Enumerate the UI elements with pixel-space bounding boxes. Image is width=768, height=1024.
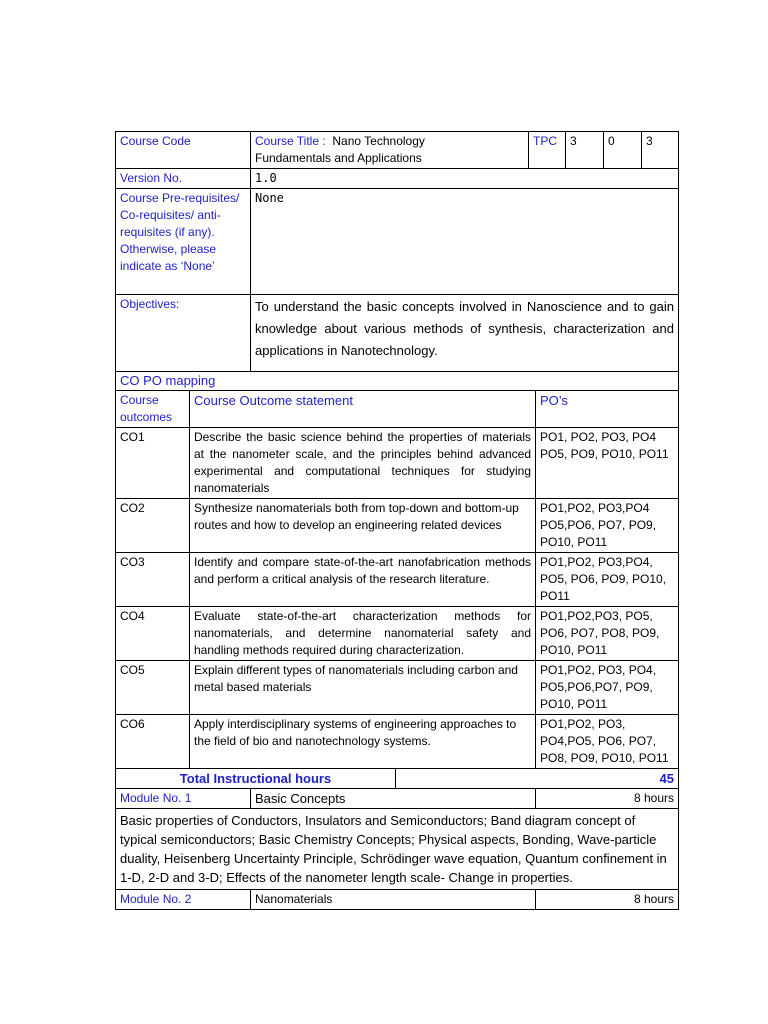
course-title-line1: Nano Technology — [332, 134, 425, 148]
copo-title: CO PO mapping — [116, 372, 679, 391]
co-pos: PO1,PO2, PO3, PO4,PO5, PO6, PO7, PO8, PO9, PO10, PO11 — [536, 715, 679, 769]
course-code-label: Course Code — [116, 132, 251, 169]
course-header-table — [115, 131, 679, 372]
objectives-text: To understand the basic concepts involved in Nanoscience and to gain knowledge about various methods of synthesis, characterization and applications in Nanotechnology. — [251, 295, 679, 372]
co-pos: PO1,PO2, PO3,PO4 PO5,PO6, PO7, PO9, PO10, PO11 — [536, 499, 679, 553]
course-title-cell — [251, 132, 529, 169]
co-label: CO1 — [116, 428, 190, 499]
total-hours-label: Total Instructional hours — [116, 769, 396, 789]
co-label: CO2 — [116, 499, 190, 553]
total-spacer — [396, 769, 536, 789]
total-hours-value: 45 — [536, 769, 679, 789]
module-2-name: Nanomaterials — [251, 890, 536, 910]
prerequisites-label: Course Pre-requisites/ Co-requisites/ anti-requisites (if any). Otherwise, please indicate as ‘None’ — [116, 189, 251, 295]
co-label: CO5 — [116, 661, 190, 715]
prerequisites-value: None — [251, 189, 679, 295]
co-pos: PO1,PO2,PO3, PO5, PO6, PO7, PO8, PO9, PO10, PO11 — [536, 607, 679, 661]
module-2-label: Module No. 2 — [116, 890, 251, 910]
copo-table — [115, 371, 679, 769]
course-title-label: Course Title : — [255, 134, 326, 148]
copo-row — [116, 553, 679, 607]
co-label: CO3 — [116, 553, 190, 607]
course-document — [115, 131, 678, 910]
copo-row — [116, 715, 679, 769]
module-1-name: Basic Concepts — [251, 789, 536, 809]
copo-row — [116, 661, 679, 715]
co-statement: Explain different types of nanomaterials including carbon and metal based materials — [190, 661, 536, 715]
version-label: Version No. — [116, 169, 251, 189]
co-pos: PO1,PO2, PO3, PO4, PO5,PO6,PO7, PO9, PO10, PO11 — [536, 661, 679, 715]
co-statement: Describe the basic science behind the properties of materials at the nanometer scale, and the principles behind advanced experimental and computational techniques for studying nanomaterials — [190, 428, 536, 499]
copo-row — [116, 428, 679, 499]
modules-table — [115, 768, 679, 910]
module-1-label: Module No. 1 — [116, 789, 251, 809]
module-2-hours: 8 hours — [536, 890, 679, 910]
co-statement: Apply interdisciplinary systems of engineering approaches to the field of bio and nanotechnology systems. — [190, 715, 536, 769]
co-statement: Evaluate state-of-the-art characterization methods for nanomaterials, and determine nanomaterial safety and handling methods required during characterization. — [190, 607, 536, 661]
copo-row — [116, 499, 679, 553]
module-1-hours: 8 hours — [536, 789, 679, 809]
co-statement: Identify and compare state-of-the-art nanofabrication methods and perform a critical analysis of the research literature. — [190, 553, 536, 607]
objectives-label: Objectives: — [116, 295, 251, 372]
co-label: CO6 — [116, 715, 190, 769]
co-statement: Synthesize nanomaterials both from top-down and bottom-up routes and how to develop an engineering related devices — [190, 499, 536, 553]
module-1-content: Basic properties of Conductors, Insulators and Semiconductors; Band diagram concept of typical semiconductors; Basic Chemistry Concepts; Physical aspects, Bonding, Wave-particle duality, Heisenberg Uncertainty Principle, Schrödinger wave equation, Quantum confinement in 1-D, 2-D and 3-D; Effects of the nanometer length scale- Change in properties. — [116, 809, 679, 890]
tpc-label: TPC — [529, 132, 566, 169]
co-pos: PO1, PO2, PO3, PO4 PO5, PO9, PO10, PO11 — [536, 428, 679, 499]
tpc-t-value: 3 — [566, 132, 604, 169]
co-label: CO4 — [116, 607, 190, 661]
copo-row — [116, 607, 679, 661]
copo-col-statement: Course Outcome statement — [190, 391, 536, 428]
tpc-p-value: 0 — [604, 132, 642, 169]
version-value: 1.0 — [251, 169, 679, 189]
tpc-c-value: 3 — [642, 132, 679, 169]
course-title-line2: Fundamentals and Applications — [255, 151, 422, 165]
co-pos: PO1,PO2, PO3,PO4, PO5, PO6, PO9, PO10, PO11 — [536, 553, 679, 607]
copo-col-outcomes: Course outcomes — [116, 391, 190, 428]
copo-col-pos: PO’s — [536, 391, 679, 428]
